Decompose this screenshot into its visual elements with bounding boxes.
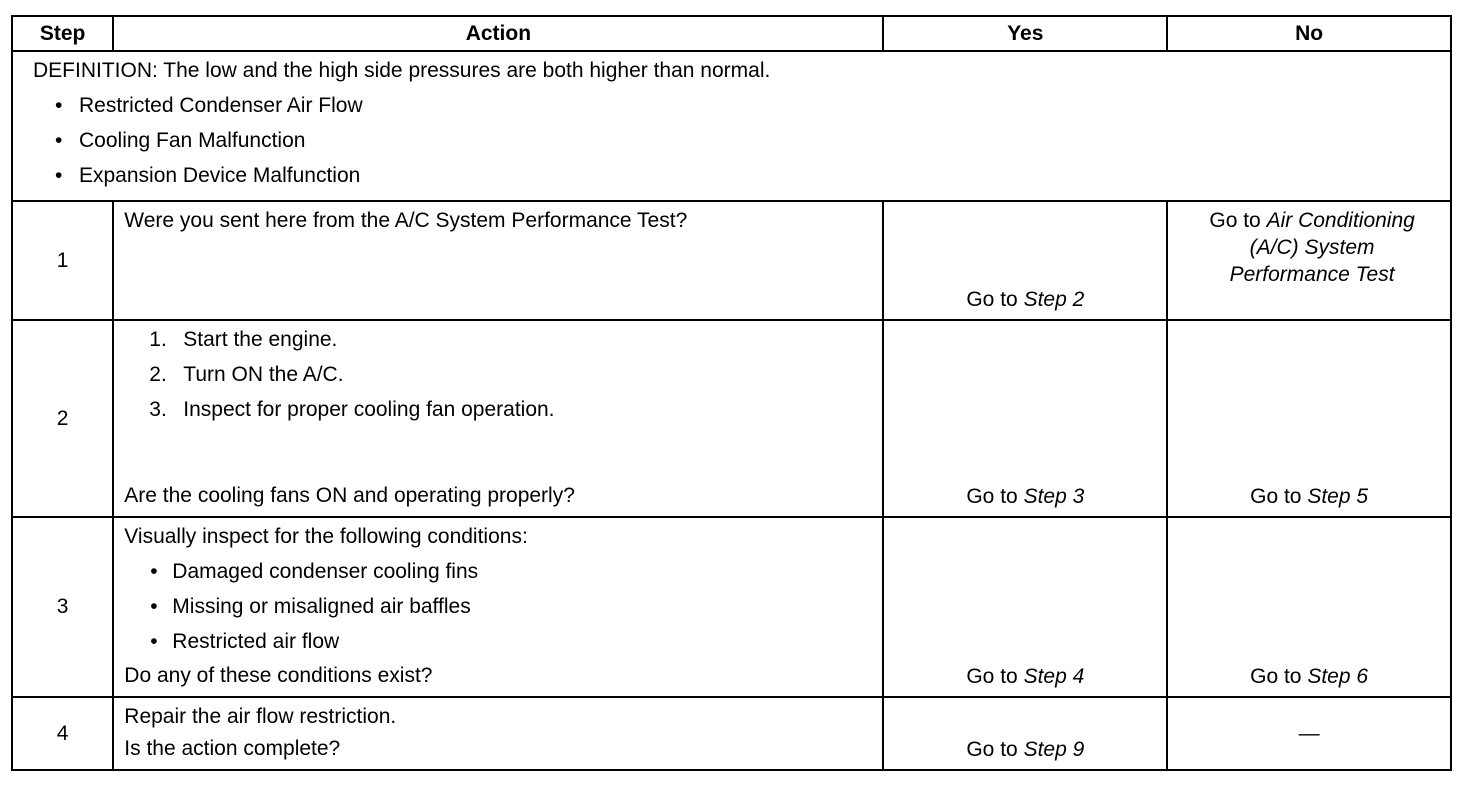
bullet-glyph: • (55, 94, 63, 117)
action-cell (113, 320, 883, 517)
no-cell (1167, 517, 1451, 697)
bullet-glyph: • (150, 595, 158, 618)
condition-bullet: • Restricted air flow (150, 630, 340, 653)
yes-go-to: Go to Step 9 (966, 737, 1085, 761)
action-cell (113, 517, 883, 697)
action-intro: Repair the air flow restriction. (124, 705, 397, 728)
definition-cell (12, 51, 1451, 201)
action-intro: Visually inspect for the following conditions: (124, 525, 528, 548)
no-go-to: Go to Air Conditioning (A/C) System Performance Test (1209, 209, 1415, 286)
definition-bullet: • Expansion Device Malfunction (55, 164, 361, 187)
yes-cell (883, 320, 1167, 517)
yes-cell (883, 697, 1167, 770)
condition-bullet: • Damaged condenser cooling fins (150, 560, 479, 583)
header-step: Step (12, 16, 113, 51)
header-yes: Yes (883, 16, 1167, 51)
no-go-to: Go to Step 5 (1250, 484, 1369, 508)
bullet-glyph: • (55, 164, 63, 187)
no-go-to: Go to Step 6 (1250, 664, 1369, 688)
step-row-2 (12, 320, 1451, 517)
bullet-glyph: • (150, 630, 158, 653)
header-no: No (1167, 16, 1451, 51)
definition-bullet: • Restricted Condenser Air Flow (55, 94, 363, 117)
no-target: Step 6 (1307, 664, 1369, 688)
yes-go-to: Go to Step 2 (966, 287, 1085, 311)
step-number: 2 (12, 320, 113, 517)
no-value-dash: — (1298, 721, 1320, 745)
yes-go-to: Go to Step 4 (966, 664, 1085, 688)
numbered-step: 2. Turn ON the A/C. (149, 363, 344, 386)
step-row-1 (12, 201, 1451, 320)
step-number: 1 (12, 201, 113, 320)
no-target: Step 5 (1307, 484, 1369, 508)
yes-cell (883, 517, 1167, 697)
numbered-step: 1. Start the engine. (149, 328, 338, 351)
action-question: Do any of these conditions exist? (124, 663, 433, 687)
step-row-4 (12, 697, 1451, 770)
header-action: Action (113, 16, 883, 51)
action-question: Are the cooling fans ON and operating properly? (124, 483, 575, 507)
condition-bullet: • Missing or misaligned air baffles (150, 595, 471, 618)
yes-cell (883, 201, 1167, 320)
action-cell (113, 201, 883, 320)
action-question: Were you sent here from the A/C System Performance Test? (124, 209, 688, 232)
yes-target: Step 3 (1023, 484, 1085, 508)
no-cell (1167, 201, 1451, 320)
yes-go-to: Go to Step 3 (966, 484, 1085, 508)
step-row-3 (12, 517, 1451, 697)
no-cell (1167, 320, 1451, 517)
definition-text: DEFINITION: The low and the high side pressures are both higher than normal. (33, 59, 771, 82)
action-question: Is the action complete? (124, 736, 341, 760)
numbered-step: 3. Inspect for proper cooling fan operation. (149, 398, 555, 421)
no-cell (1167, 697, 1451, 770)
bullet-glyph: • (150, 560, 158, 583)
definition-row (12, 51, 1451, 201)
definition-bullet: • Cooling Fan Malfunction (55, 129, 306, 152)
header-row (12, 16, 1451, 51)
diagnostic-table (11, 15, 1452, 771)
step-number: 4 (12, 697, 113, 770)
action-cell (113, 697, 883, 770)
bullet-glyph: • (55, 129, 63, 152)
yes-target: Step 4 (1023, 664, 1085, 688)
yes-target: Step 9 (1023, 737, 1085, 761)
yes-target: Step 2 (1023, 287, 1085, 311)
step-number: 3 (12, 517, 113, 697)
